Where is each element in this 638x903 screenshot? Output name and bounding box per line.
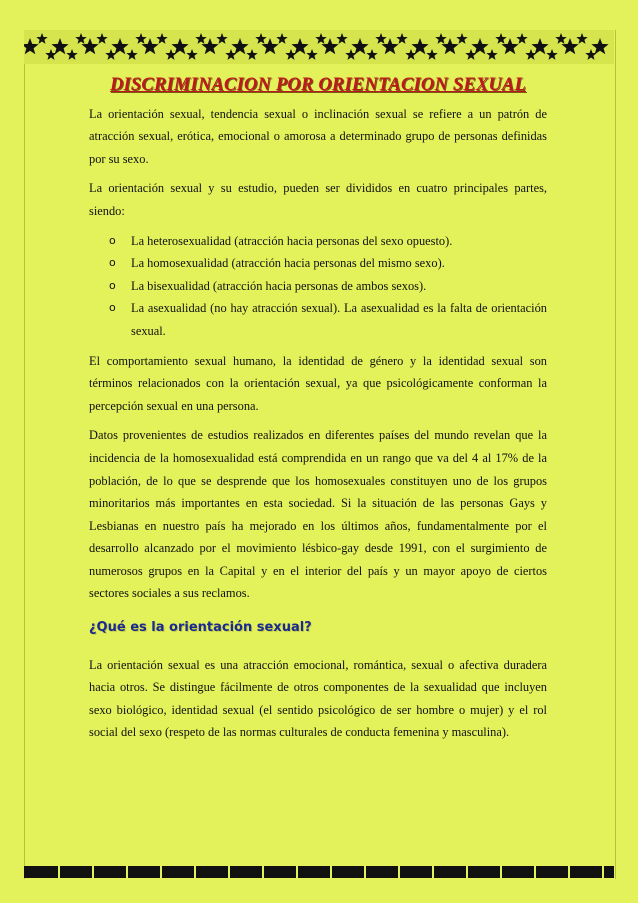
border-segment [500,866,502,878]
star-icon [501,38,518,54]
bullet-icon: o [109,256,116,270]
star-icon [276,33,287,44]
star-icon [435,33,446,44]
star-icon [456,33,467,44]
star-icon [441,38,458,54]
list-item [89,252,547,275]
paragraph: Datos provenientes de estudios realizados en diferentes países del mundo revelan que la incidencia de la homosexualidad está comprendida en un rango que va del 4 al 17% de la población, de lo que se desprende que los homosexuales constituyen uno de los grupos minoritarios más importantes en esta sociedad. Si la situación de las personas Gays y Lesbianas en nuestro país ha mejorado en los últimos años, fundamentalmente por el desarrollo alcanzado por el movimiento lésbico-gay desde 1991, con el surgimiento de numerosos grupos en la Capital y en el interior del país y un mayor apoyo de ciertos sectores sociales a sus reclamos. [89,428,547,601]
star-icon [546,49,557,60]
document-title: DISCRIMINACION POR ORIENTACION SEXUAL [109,75,527,95]
list-item [89,275,547,298]
border-segment [364,866,366,878]
star-icon [36,33,47,44]
star-icon [591,38,608,54]
star-icon [351,38,368,54]
star-icon [96,33,107,44]
star-icon [255,33,266,44]
star-icon [285,49,296,60]
border-segment [602,866,604,878]
star-icon [216,33,227,44]
list-item [89,297,547,342]
star-icon [75,33,86,44]
orientation-list [89,230,547,343]
star-icon [495,33,506,44]
paragraph: La orientación sexual es una atracción emocional, romántica, sexual o afectiva duradera hacia otros. Se distingue fácilmente de otros componentes de la sexualidad que incluyen sexo biológico, identidad sexual (el sentido psicológico de ser hombre o mujer) y el rol social del sexo (respeto de las normas culturales de conducta femenina y masculina). [89,657,547,740]
star-icon [396,33,407,44]
star-icon [261,38,278,54]
star-icon [186,49,197,60]
star-icon [24,38,39,54]
list-item-text: La bisexualidad (atracción hacia personas de ambos sexos). [131,278,427,293]
border-segment [330,866,332,878]
border-segment [92,866,94,878]
star-icon [291,38,308,54]
star-icon [141,38,158,54]
star-icon [381,38,398,54]
star-icon [426,49,437,60]
star-icon [321,38,338,54]
bullet-icon: o [109,278,116,292]
star-icon [375,33,386,44]
bottom-border [24,866,614,878]
star-icon [126,49,137,60]
star-icon [465,49,476,60]
star-icon [66,49,77,60]
border-segment [194,866,196,878]
star-icon [405,49,416,60]
bullet-icon: o [109,233,116,247]
list-item-text: La homosexualidad (atracción hacia personas del mismo sexo). [131,256,445,271]
star-icon [165,49,176,60]
border-segment [160,866,162,878]
star-border [24,30,614,64]
list-item-text: La heterosexualidad (atracción hacia personas del sexo opuesto). [131,233,453,248]
star-icon [171,38,188,54]
star-icon [201,38,218,54]
star-icon [315,33,326,44]
border-segment [262,866,264,878]
star-icon [516,33,527,44]
star-icon [366,49,377,60]
star-icon [246,49,257,60]
document-body [89,74,547,751]
star-icon [45,49,56,60]
star-icon [105,49,116,60]
section-heading: ¿Qué es la orientación sexual? [89,620,312,636]
border-segment [568,866,570,878]
paragraph: El comportamiento sexual humano, la identidad de género y la identidad sexual son términos relacionados con la orientación sexual, ya que psicológicamente conforman la percepción sexual en una persona. [89,353,547,413]
star-icon [81,38,98,54]
border-segment [432,866,434,878]
border-segment [466,866,468,878]
star-icon [531,38,548,54]
border-segment [398,866,400,878]
star-icon [555,33,566,44]
star-icon [411,38,428,54]
star-icon [585,49,596,60]
star-icon [156,33,167,44]
star-icon [576,33,587,44]
star-icon [111,38,128,54]
star-icon [486,49,497,60]
border-segment [228,866,230,878]
star-icon [135,33,146,44]
star-pattern-icon [24,30,614,64]
paragraph: La orientación sexual y su estudio, pueden ser divididos en cuatro principales partes, siendo: [89,181,547,218]
star-icon [51,38,68,54]
border-segment [58,866,60,878]
star-icon [225,49,236,60]
star-icon [525,49,536,60]
star-icon [195,33,206,44]
star-icon [306,49,317,60]
bullet-icon: o [109,301,116,315]
list-item-text: La asexualidad (no hay atracción sexual). La asexualidad es la falta de orientación sexual. [131,301,547,338]
star-icon [336,33,347,44]
list-item [89,230,547,253]
paragraph: La orientación sexual, tendencia sexual o inclinación sexual se refiere a un patrón de atracción sexual, erótica, emocional o amorosa a determinado grupo de personas definidas por su sexo. [89,106,547,166]
border-segment [534,866,536,878]
border-segment [296,866,298,878]
star-icon [345,49,356,60]
star-icon [231,38,248,54]
border-segment [126,866,128,878]
star-icon [471,38,488,54]
star-icon [561,38,578,54]
